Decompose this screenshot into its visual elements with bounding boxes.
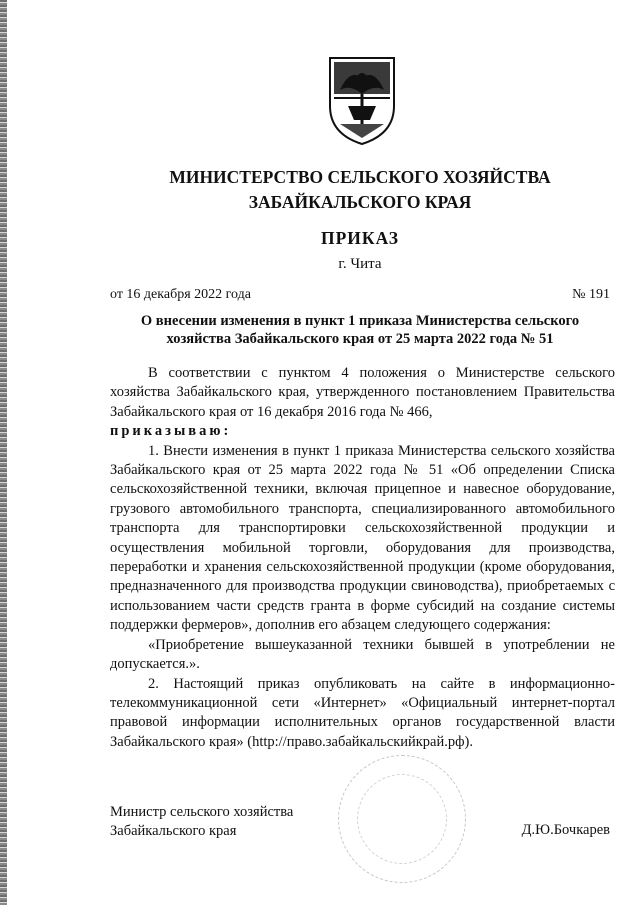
preamble-text: В соответствии с пунктом 4 положения о Министерстве сельского хозяйства Забайкальского края, утвержденного постановлением Правительства Забайкальского края от 16 декабря 2016 года № 466, (110, 365, 615, 420)
preamble-paragraph (110, 364, 615, 442)
signatory-position (110, 803, 293, 841)
quote-paragraph: «Приобретение вышеуказанной техники бывшей в употреблении не допускается.». (110, 636, 615, 673)
order-number: № 191 (572, 287, 610, 302)
scan-edge (0, 0, 7, 905)
city: г. Чита (338, 256, 382, 272)
order-body (110, 364, 615, 752)
ministry-name-line1: МИНИСТЕРСТВО СЕЛЬСКОГО ХОЗЯЙСТВА (169, 167, 551, 187)
signatory-position-line2: Забайкальского края (110, 823, 237, 839)
coat-of-arms-emblem (326, 54, 398, 146)
signatory-position-line1: Министр сельского хозяйства (110, 804, 294, 820)
order-word: приказываю: (110, 423, 232, 440)
official-seal (338, 755, 466, 883)
order-date: от 16 декабря 2022 года (110, 287, 251, 302)
ministry-name (110, 165, 610, 215)
document-type: ПРИКАЗ (320, 228, 400, 248)
item-2-paragraph: 2. Настоящий приказ опубликовать на сайте в информационно-телекоммуникационной сети «Интернет» «Официальный интернет-портал правовой информации исполнительных органов государственной власти Забайкальского края» (http://право.забайкальскийкрай.рф). (110, 675, 615, 750)
ministry-name-line2: ЗАБАЙКАЛЬСКОГО КРАЯ (248, 192, 472, 212)
order-subject: О внесении изменения в пункт 1 приказа Министерства сельского хозяйства Забайкальского края от 25 марта 2022 года № 51 (140, 313, 580, 347)
official-seal-inner (357, 774, 447, 864)
item-1-paragraph: 1. Внести изменения в пункт 1 приказа Министерства сельского хозяйства Забайкальского края от 25 марта 2022 года № 51 «Об определении Списка сельскохозяйственной техники, включая прицепное и навесное оборудование, грузового автомобильного транспорта, специализированного автомобильного транспорта для транспортировки сельскохозяйственной продукции и осуществления мобильной торговли, оборудования для производства, переработки и хранения сельскохозяйственной продукции (кроме оборудования, предназначенного для производства продукции свиноводства), приобретаемых с использованием части средств гранта в форме субсидий на создание системы поддержки фермеров», дополнив его абзацем следующего содержания: (110, 442, 615, 634)
signatory-name: Д.Ю.Бочкарев (521, 822, 610, 838)
